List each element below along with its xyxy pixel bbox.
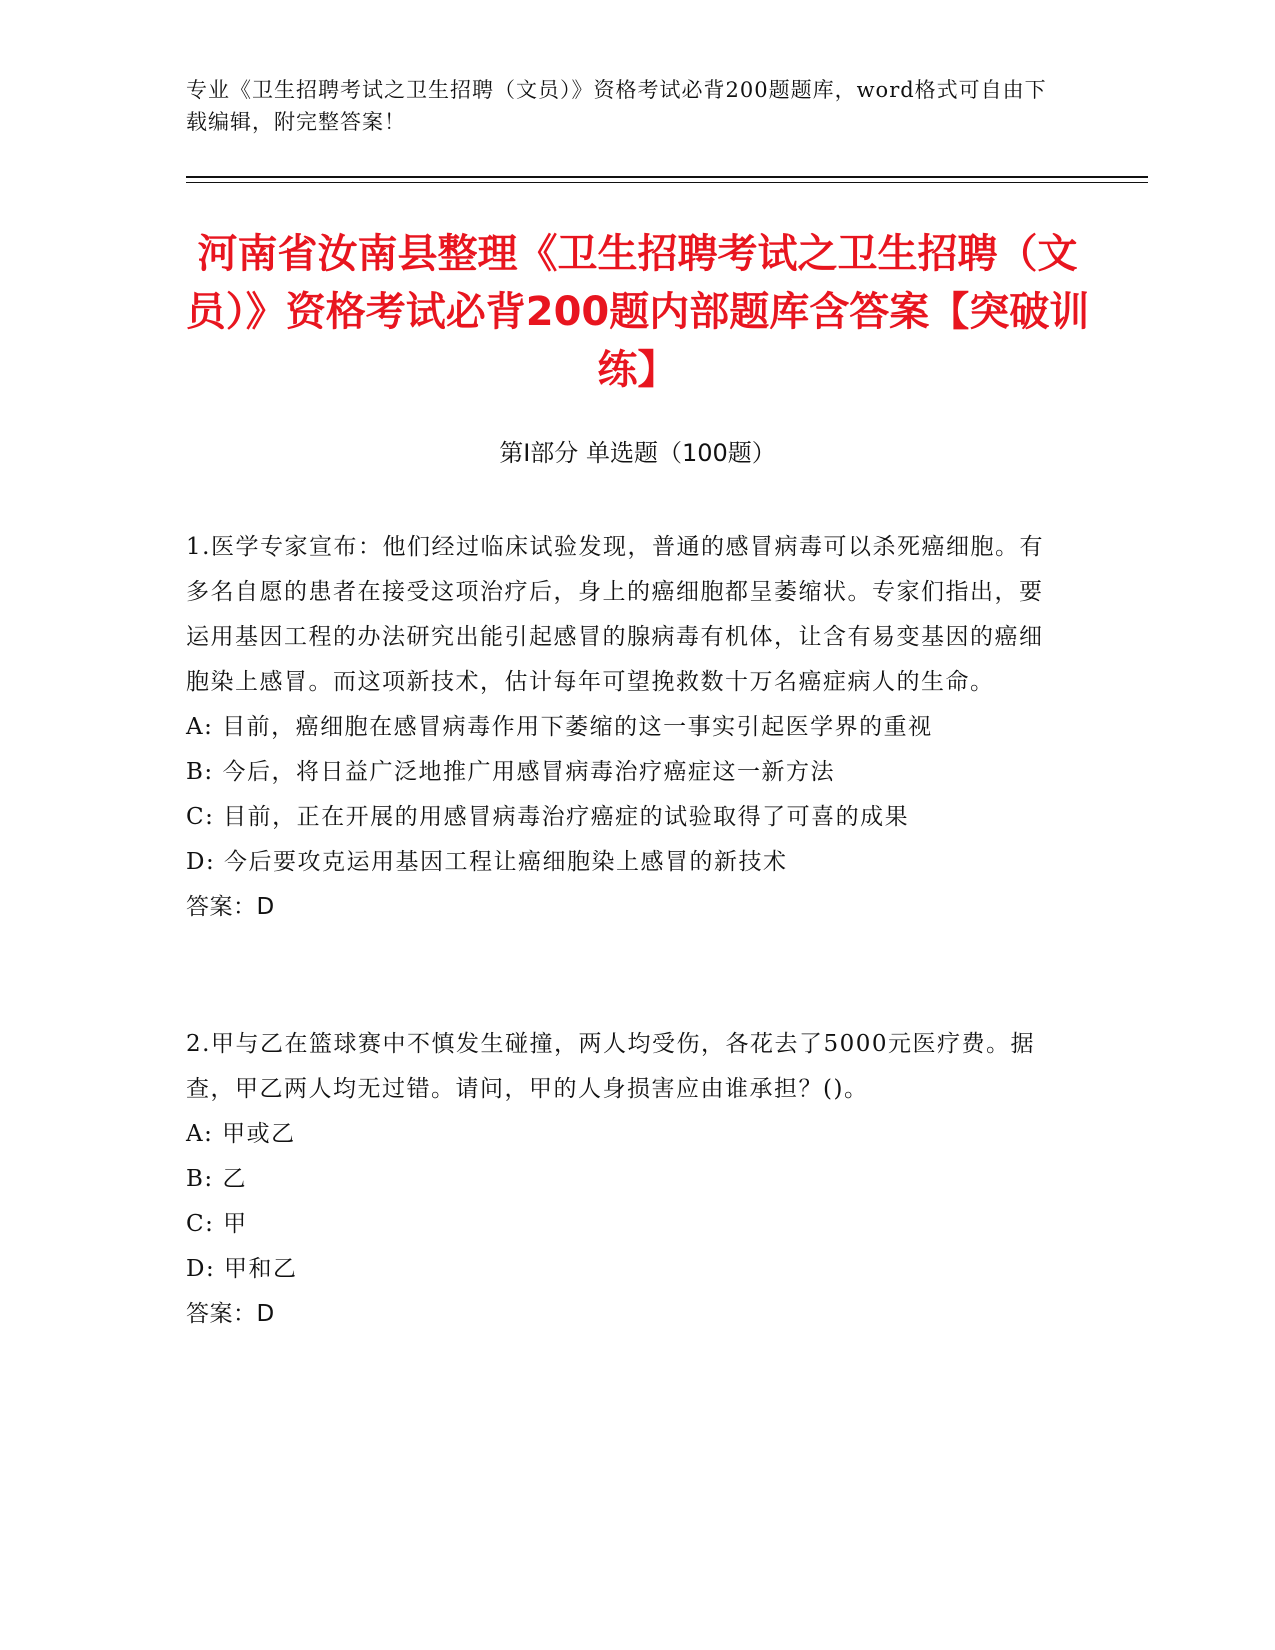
- question-2: [186, 1022, 1066, 1337]
- option-b: B: 今后，将日益广泛地推广用感冒病毒治疗癌症这一新方法: [186, 759, 835, 785]
- question-stem: 1.医学专家宣布：他们经过临床试验发现，普通的感冒病毒可以杀死癌细胞。有多名自愿的患者在接受这项治疗后，身上的癌细胞都呈萎缩状。专家们指出，要运用基因工程的办法研究出能引起感冒的腺病毒有机体，让含有易变基因的癌细胞染上感冒。而这项新技术，估计每年可望挽救数十万名癌症病人的生命。: [186, 534, 1044, 695]
- header-note: 专业《卫生招聘考试之卫生招聘（文员）》资格考试必背200题题库，word格式可自由下载编辑，附完整答案！: [186, 78, 1047, 134]
- question-1: [186, 525, 1066, 930]
- section-heading: 第Ⅰ部分 单选题（100题）: [499, 439, 776, 467]
- option-c: C: 目前，正在开展的用感冒病毒治疗癌症的试验取得了可喜的成果: [186, 804, 910, 830]
- header-rule: [186, 176, 1148, 178]
- option-c: C: 甲: [186, 1211, 248, 1237]
- header-rule-thin: [186, 182, 1148, 183]
- answer-line: 答案：D: [186, 894, 275, 920]
- document-title: 河南省汝南县整理《卫生招聘考试之卫生招聘（文员）》资格考试必背200题内部题库含答案【突破训练】: [185, 231, 1090, 393]
- option-d: D: 甲和乙: [186, 1256, 298, 1282]
- answer-line: 答案：D: [186, 1301, 275, 1327]
- question-stem: 2.甲与乙在篮球赛中不慎发生碰撞，两人均受伤，各花去了5000元医疗费。据查，甲乙两人均无过错。请问，甲的人身损害应由谁承担？()。: [186, 1031, 1035, 1102]
- option-a: A: 目前，癌细胞在感冒病毒作用下萎缩的这一事实引起医学界的重视: [186, 714, 933, 740]
- option-a: A: 甲或乙: [186, 1121, 296, 1147]
- option-d: D: 今后要攻克运用基因工程让癌细胞染上感冒的新技术: [186, 849, 788, 875]
- option-b: B: 乙: [186, 1166, 247, 1192]
